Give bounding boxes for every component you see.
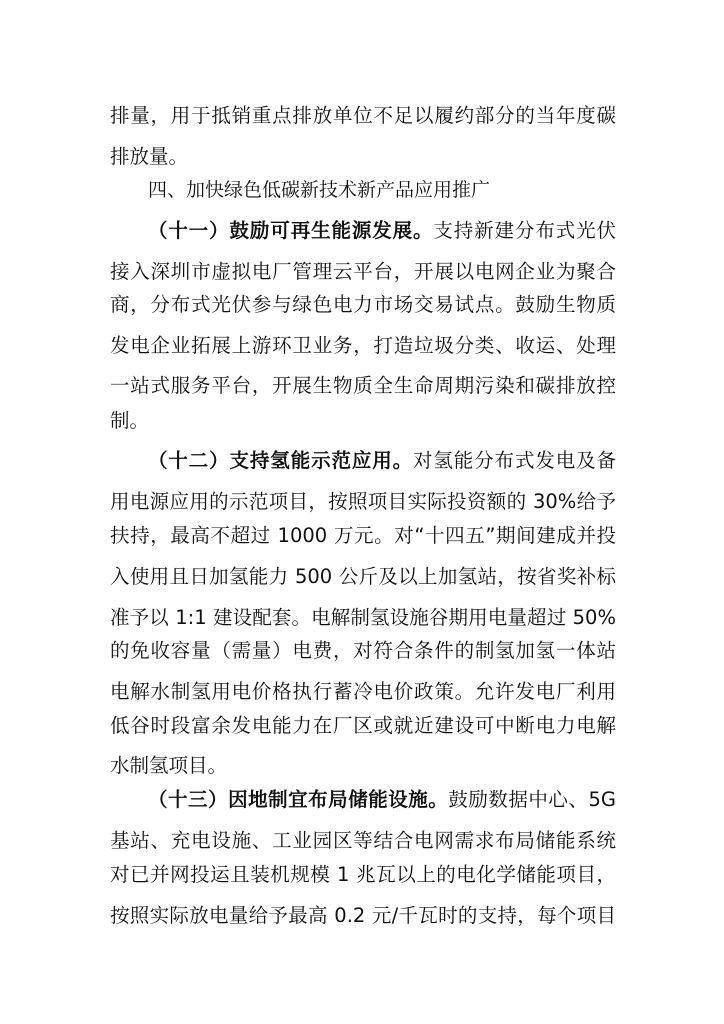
line-text: 鼓励数据中心、5G: [448, 788, 616, 811]
line-text: 支持新建分布式光伏: [433, 219, 616, 242]
section-heading: [148, 173, 490, 207]
line-text: 扶持，最高不超过 1000 万元。对“十四五”期间建成并投: [110, 524, 616, 547]
text-line: [110, 709, 616, 743]
paragraph-heading-line: [148, 783, 616, 817]
line-text: 用电源应用的示范项目，按照项目实际投资额的 30%给予: [110, 490, 616, 513]
line-text: 排放量。: [110, 145, 189, 168]
line-text: 排量，用于抵销重点排放单位不足以履约部分的当年度碳: [110, 104, 616, 127]
line-text: 的免收容量（需量）电费，对符合条件的制氢加氢一体站: [110, 639, 616, 662]
line-text: 对氢能分布式发电及备: [413, 449, 616, 472]
line-text: 准予以 1:1 建设配套。电解制氢设施谷期用电量超过 50%: [110, 606, 616, 629]
line-text: 对已并网投运且装机规模 1 兆瓦以上的电化学储能项目，: [110, 863, 616, 886]
text-line: [110, 485, 616, 519]
text-line: [110, 749, 227, 783]
paragraph-heading-line: [148, 444, 616, 478]
text-line: [110, 601, 616, 635]
text-line: [110, 560, 616, 594]
text-line: [110, 824, 616, 858]
line-text: 低谷时段富余发电能力在厂区或就近建设可中断电力电解: [110, 714, 616, 737]
paragraph-heading-line: [148, 214, 616, 248]
text-line: [110, 519, 616, 553]
line-text: 电解水制氢用电价格执行蓄冷电价政策。允许发电厂利用: [110, 680, 616, 703]
paragraph-heading: （十二）支持氢能示范应用。: [148, 449, 414, 472]
line-text: 水制氢项目。: [110, 754, 228, 777]
text-line: [110, 404, 149, 438]
line-text: 接入深圳市虚拟电厂管理云平台，开展以电网企业为聚合: [110, 260, 616, 283]
paragraph-heading: （十一）鼓励可再生能源发展。: [148, 219, 434, 242]
text-line: [110, 858, 616, 892]
text-line: [110, 675, 616, 709]
line-text: 发电企业拓展上游环卫业务，打造垃圾分类、收运、处理: [110, 334, 616, 357]
paragraph-heading: （十三）因地制宜布局储能设施。: [148, 788, 449, 811]
text-line: [110, 899, 616, 933]
line-text: 按照实际放电量给予最高 0.2 元/千瓦时的支持，每个项目: [110, 904, 616, 927]
section-heading-text: 四、加快绿色低碳新技术新产品应用推广: [148, 179, 491, 201]
line-text: 基站、充电设施、工业园区等结合电网需求布局储能系统: [110, 829, 616, 852]
line-text: 一站式服务平台，开展生物质全生命周期污染和碳排放控: [110, 374, 616, 397]
line-text: 制。: [110, 409, 150, 432]
text-line: [110, 140, 188, 174]
text-line: [110, 634, 616, 668]
text-line: [110, 99, 616, 133]
text-line: [110, 288, 616, 322]
line-text: 商，分布式光伏参与绿色电力市场交易试点。鼓励生物质: [110, 293, 616, 316]
text-line: [110, 369, 616, 403]
text-line: [110, 329, 616, 363]
text-line: [110, 255, 616, 289]
line-text: 入使用且日加氢能力 500 公斤及以上加氢站，按省奖补标: [110, 565, 616, 588]
